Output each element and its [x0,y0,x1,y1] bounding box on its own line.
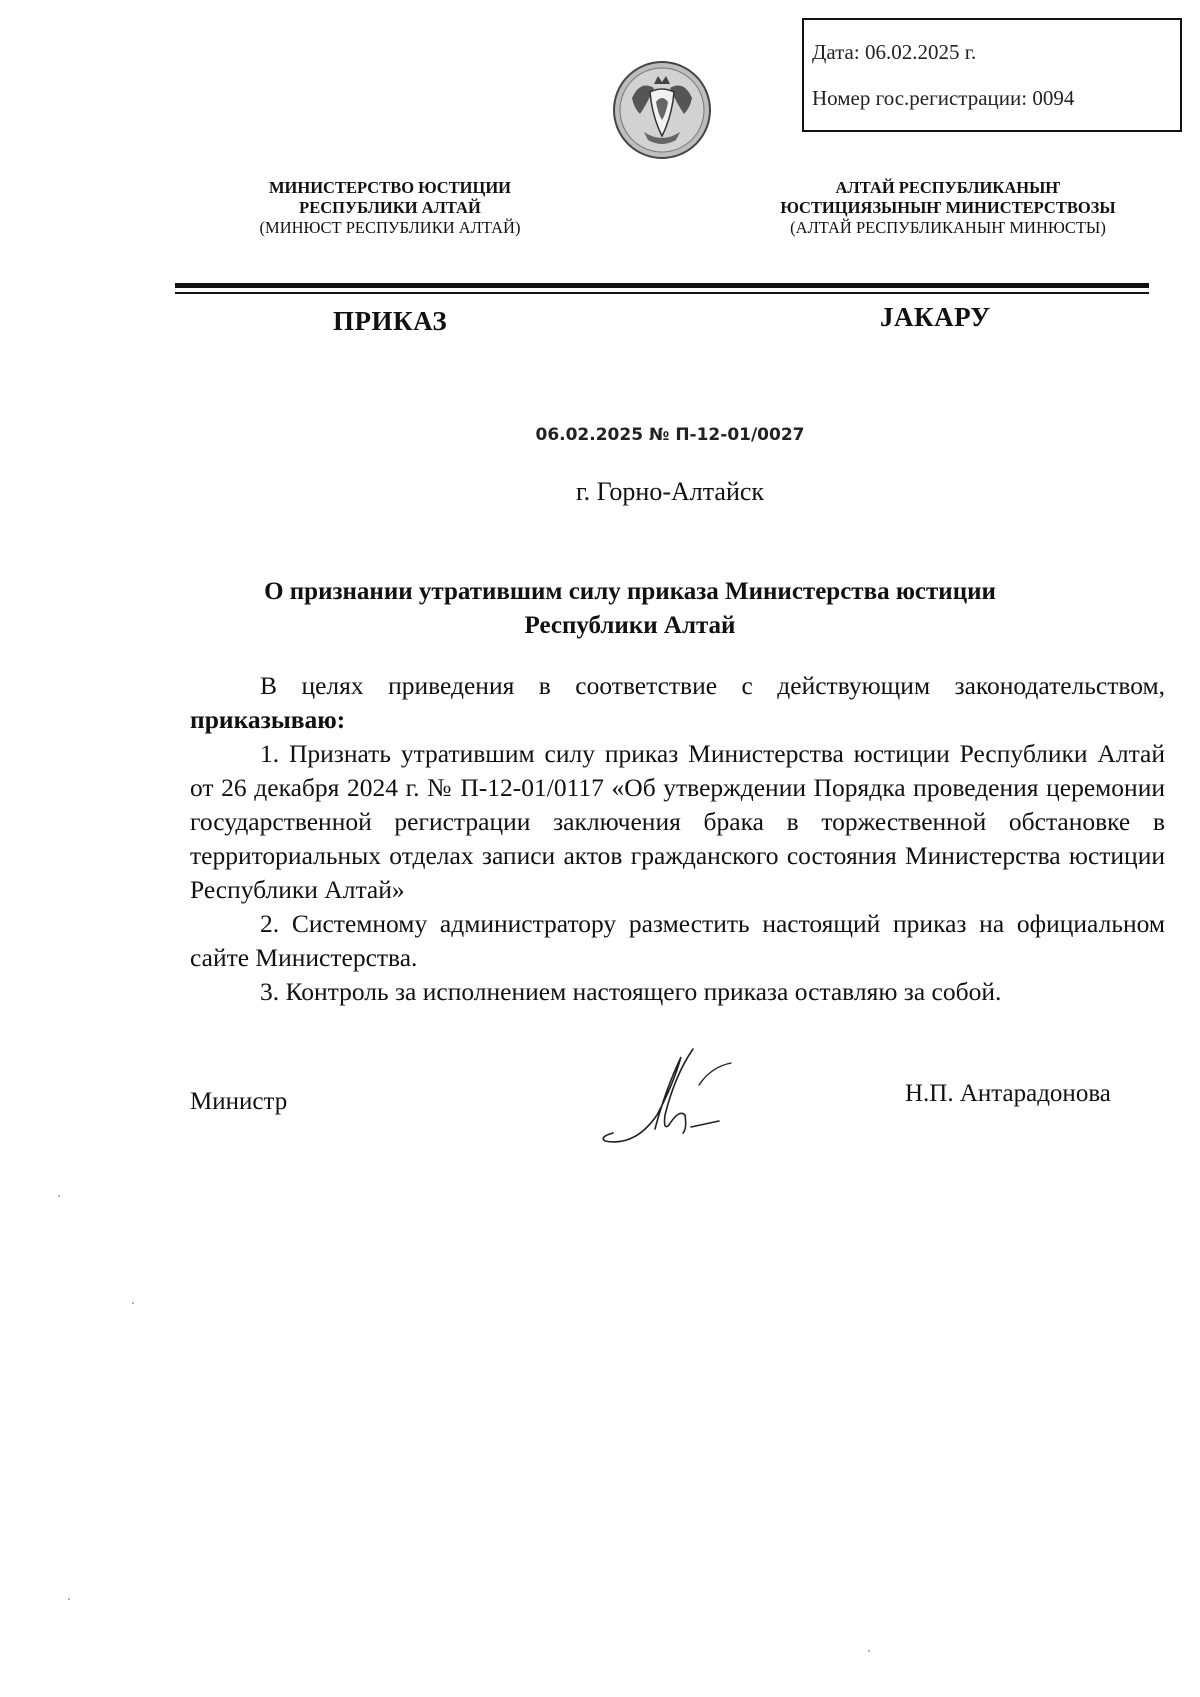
registration-stamp [802,18,1182,132]
order-title [200,575,1060,643]
registration-date-value: 06.02.2025 г. [864,40,977,64]
scan-speck [132,1302,134,1304]
header-divider-thick [175,283,1149,288]
org-name-altai-short: (АЛТАЙ РЕСПУБЛИКАНЫҤ МИНЮСТЫ) [790,218,1106,237]
registration-date-label: Дата: [812,40,860,64]
registration-number-label: Номер гос.регистрации: [812,86,1028,110]
scan-speck [868,1650,870,1652]
org-name-russian-line1: МИНИСТЕРСТВО ЮСТИЦИИ [268,178,511,197]
signatory-role: Министр [190,1088,288,1115]
scan-speck [58,1195,60,1197]
registration-date [812,40,976,65]
order-item-1: 1. Признать утратившим силу приказ Министерства юстиции Республики Алтай от 26 декабря 2024 г. № П-12-01/0117 «Об утверждении Порядка проведения церемонии государственной регистрации заключения брака в торжественной обстановке в территориальных отделах записи актов гражданского состояния Министерства юстиции Республики Алтай» [190,739,1165,904]
doc-type-russian: ПРИКАЗ [333,306,448,336]
order-preamble: В целях приведения в соответствие с действующим законодательством, [260,671,1165,700]
org-name-russian-short: (МИНЮСТ РЕСПУБЛИКИ АЛТАЙ) [259,218,521,237]
order-word: приказываю: [190,705,346,734]
order-number: 06.02.2025 № П-12-01/0027 [535,425,805,445]
order-body [190,669,1165,1009]
doc-type-altai: ЈАКАРУ [880,302,991,332]
header-divider-thin [175,292,1149,294]
handwritten-signature [595,1045,745,1150]
registration-number-value: 0094 [1032,86,1075,110]
signatory-name: Н.П. Антарадонова [905,1080,1111,1107]
org-name-russian [230,178,550,238]
coat-of-arms-icon [610,58,714,162]
order-title-line2: Республики Алтай [524,612,736,639]
registration-number [812,86,1074,111]
order-city: г. Горно-Алтайск [575,477,765,506]
order-item-2: 2. Системному администратору разместить настоящий приказ на официальном сайте Министерства. [190,909,1165,972]
org-name-russian-line2: РЕСПУБЛИКИ АЛТАЙ [299,198,481,217]
scan-speck [68,1598,70,1600]
order-item-3: 3. Контроль за исполнением настоящего приказа оставляю за собой. [260,977,1002,1006]
org-name-altai-line2: ЮСТИЦИЯЗЫНЫҤ МИНИСТЕРСТВОЗЫ [780,198,1116,217]
org-name-altai [728,178,1168,238]
org-name-altai-line1: АЛТАЙ РЕСПУБЛИКАНЫҤ [835,178,1061,197]
order-title-line1: О признании утратившим силу приказа Министерства юстиции [264,578,996,605]
